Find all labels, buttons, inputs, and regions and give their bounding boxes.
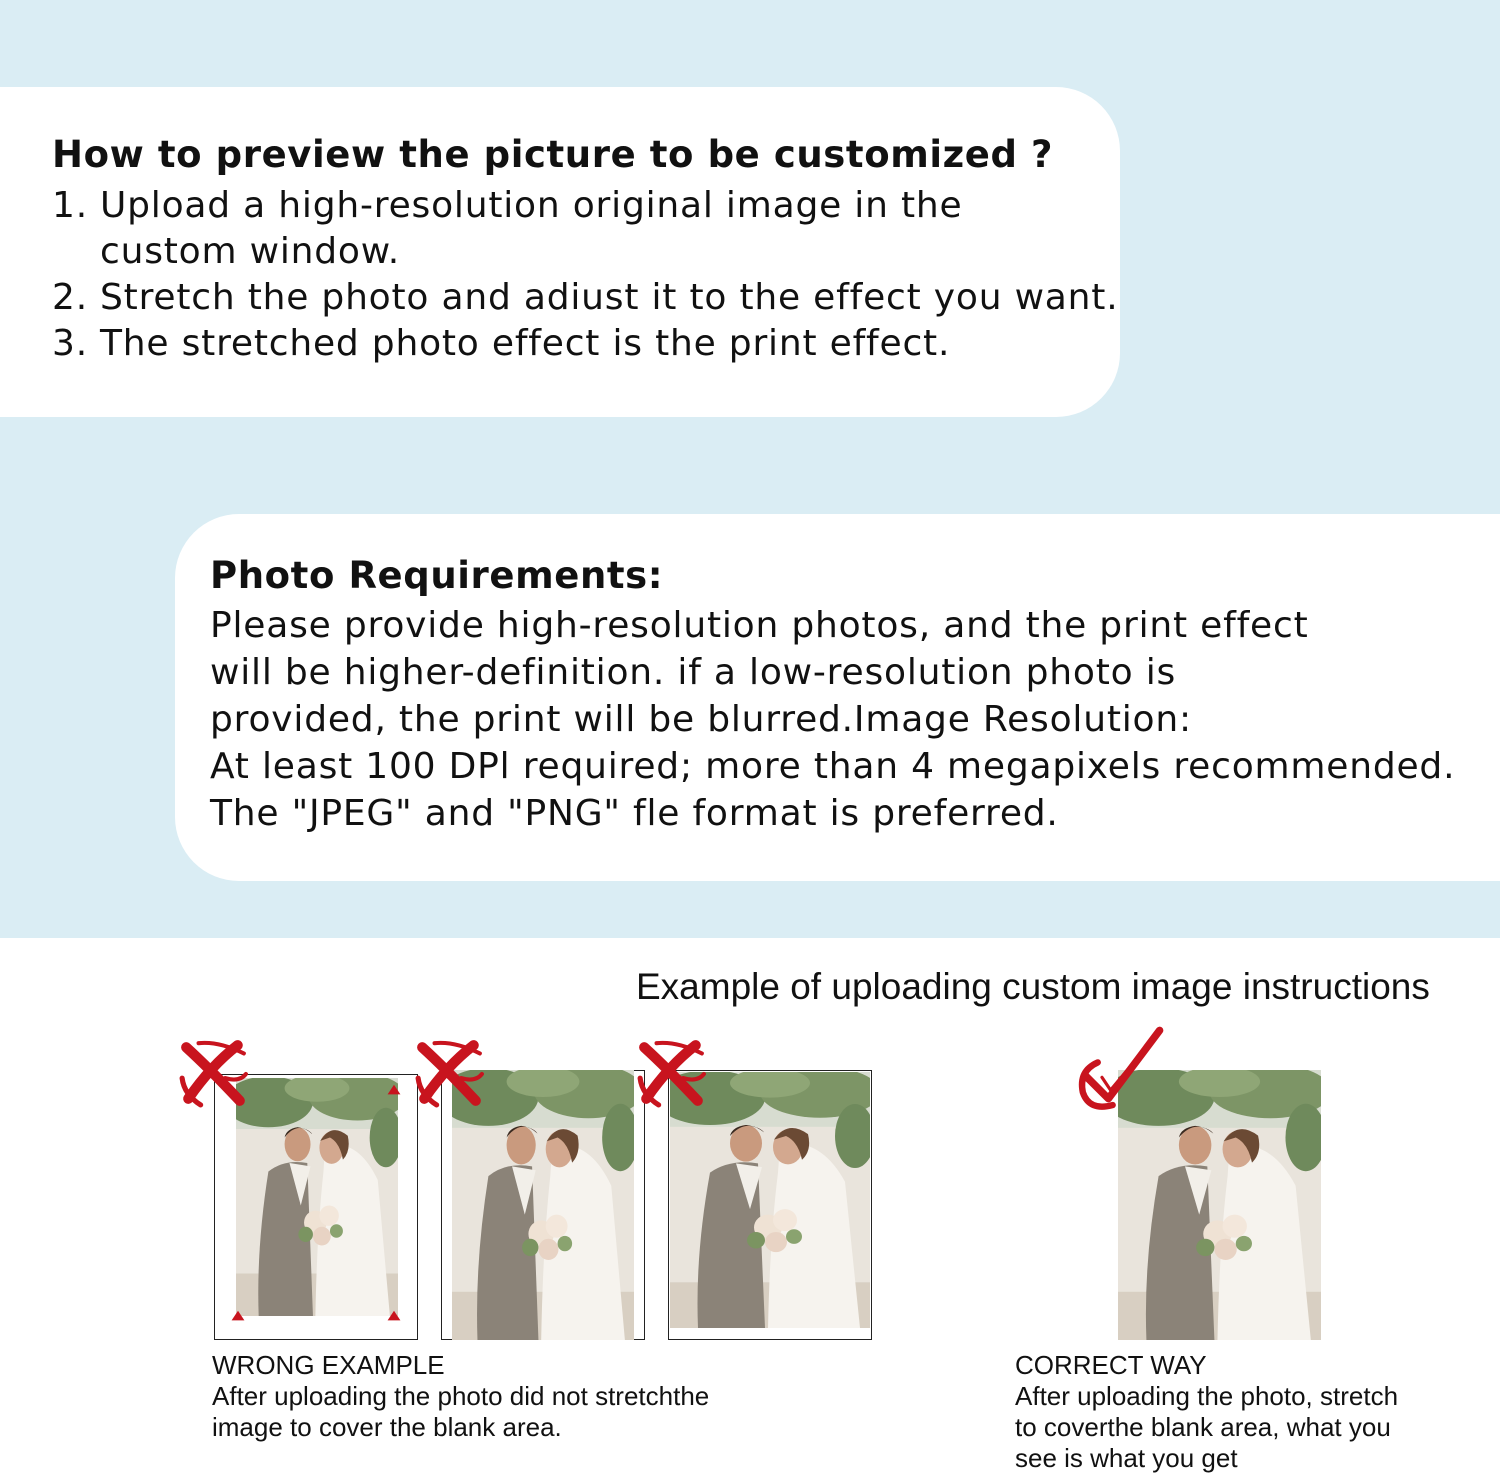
correct-way-text: to coverthe blank area, what you bbox=[1015, 1412, 1391, 1442]
step-text: Upload a high-resolution original image in the bbox=[100, 185, 963, 226]
corner-arrow-icon bbox=[230, 1306, 246, 1322]
corner-arrow-icon bbox=[386, 1306, 402, 1322]
photo-requirements-card bbox=[175, 514, 1500, 881]
requirements-line: At least 100 DPl required; more than 4 megapixels recommended. bbox=[210, 746, 1456, 787]
requirements-title: Photo Requirements: bbox=[210, 554, 664, 597]
wrong-example-text: image to cover the blank area. bbox=[212, 1412, 562, 1442]
step-2 bbox=[52, 275, 1118, 321]
couple-photo bbox=[236, 1078, 398, 1316]
preview-title: How to preview the picture to be customized ? bbox=[52, 133, 1054, 176]
wrong-example-text: After uploading the photo did not stretchthe bbox=[212, 1381, 710, 1411]
red-x-mark-icon bbox=[414, 1034, 486, 1112]
correct-way-caption bbox=[1015, 1350, 1398, 1474]
requirements-line: will be higher-definition. if a low-resolution photo is bbox=[210, 652, 1177, 693]
step-number: 3. bbox=[52, 323, 88, 364]
correct-way-text: After uploading the photo, stretch bbox=[1015, 1381, 1399, 1411]
step-number: 2. bbox=[52, 277, 88, 318]
correct-way-text: see is what you get bbox=[1015, 1443, 1238, 1473]
requirements-line: provided, the print will be blurred.Image Resolution: bbox=[210, 699, 1192, 740]
step-text: The stretched photo effect is the print effect. bbox=[100, 323, 951, 364]
requirements-line: Please provide high-resolution photos, and the print effect bbox=[210, 605, 1309, 646]
red-x-mark-icon bbox=[636, 1034, 708, 1112]
wrong-example-caption bbox=[212, 1350, 709, 1443]
step-text: Stretch the photo and adiust it to the effect you want. bbox=[100, 277, 1119, 318]
red-x-mark-icon bbox=[178, 1034, 250, 1112]
step-text-continued: custom window. bbox=[100, 231, 400, 272]
step-1 bbox=[52, 183, 962, 275]
step-number: 1. bbox=[52, 185, 88, 226]
wrong-example-heading: WRONG EXAMPLE bbox=[212, 1350, 445, 1380]
requirements-line: The "JPEG" and "PNG" fle format is preferred. bbox=[210, 793, 1059, 834]
red-check-mark-icon bbox=[1070, 1022, 1166, 1122]
requirements-text bbox=[210, 602, 1455, 837]
step-3 bbox=[52, 321, 950, 367]
correct-way-heading: CORRECT WAY bbox=[1015, 1350, 1207, 1380]
preview-instructions-card bbox=[0, 87, 1120, 417]
corner-arrow-icon bbox=[386, 1080, 402, 1096]
examples-title: Example of uploading custom image instructions bbox=[636, 966, 1430, 1007]
